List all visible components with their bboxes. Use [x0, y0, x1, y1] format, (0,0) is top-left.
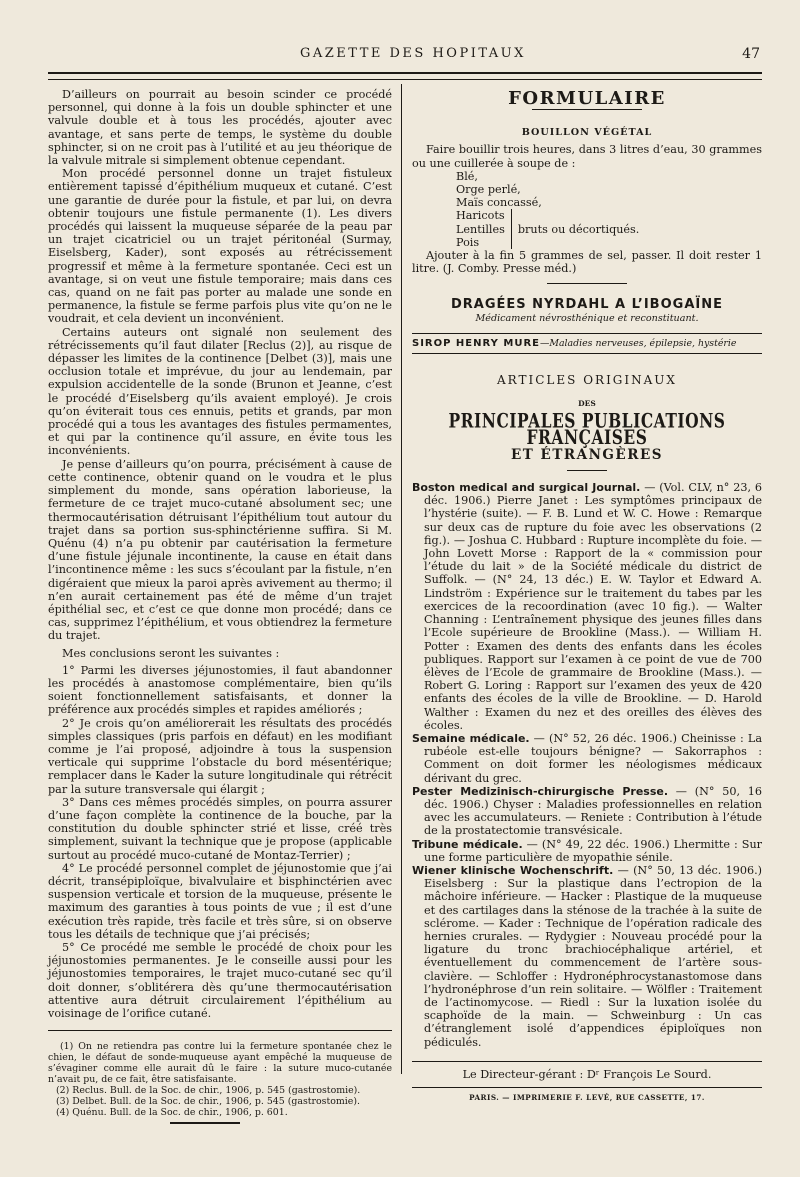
articles-title-1: PRINCIPALES PUBLICATIONS FRANÇAISES: [448, 409, 726, 450]
ad-sirop-subtitle: —Maladies nerveuses, épilepsie, hystérie: [539, 337, 737, 349]
journal-contents: — (N° 49, 22 déc. 1906.) Lhermitte : Sur une forme particulière de myopathie sénile.: [424, 837, 762, 864]
journal-entry: [412, 837, 762, 864]
header-rule-thin: [48, 79, 762, 80]
articles-section: [412, 374, 762, 1104]
recipe-intro: Faire bouillir trois heures, dans 3 litres d’eau, 30 grammes ou une cuillerée à soupe de :: [412, 143, 762, 170]
journal-entry: [412, 863, 762, 1049]
journal-contents: — (Vol. CLV, n° 23, 6 déc. 1906.) Pierre Janet : Les symptômes principaux de l’hystérie (suite). — F. B. Lund et W. C. Howe : Remarque sur deux cas de rupture du foie avec les observations (2 fig.). — Joshua C. Hubbard : Rupture incomplète du foie. — John Lovett Morse : Rapport de la « commission pour l’étude du lait » de la Société médicale du district de Suffolk. — (N° 24, 13 déc.) E. W. Taylor et Edward A. Lindström : Expérience sur le traitement du tabes par les exercices de la recoordination (avec 10 fig.). — Walter Channing : L’entraînement physique des jeunes filles dans l’Ecole supérieure de Brookline (Mass.). — William H. Potter : Examen des dents des enfants dans les écoles publiques. Rapport sur l’examen à ce point de vue de 700 élèves de l’Ecole de grammaire de Brookline (Mass.). — Robert G. Loring : Rapport sur l’examen des yeux de 420 enfants des écoles de la ville de Brookline. — D. Harold Walther : Examen du nez et des oreilles des élèves des écoles.: [424, 481, 763, 732]
paragraph: Certains auteurs ont signalé non seulement des rétrécissements qu’il faut dilater [Reclus (2)], au risque de dépasser les limites de la continence [Delbet (3)], mais une occlusion totale et imprévue, du jour au lendemain, par expulsion accidentelle de la sonde (Brunon et Jeanne, c’est le procédé d’Eiselsberg qu’ils avaient employé). Je crois qu’on éviterait tous ces ennuis, petits et grands, par mon procédé qui a tous les avantages des fistules permamentes, et qui par la continence qu’il assure, en évite tous les inconvénients.: [48, 325, 392, 458]
ornament-rule: [170, 1122, 240, 1126]
recipe: [412, 143, 762, 275]
journal-name: Boston medical and surgical Journal.: [412, 481, 641, 495]
journal-list: [412, 481, 762, 1049]
journal-contents: — (N° 52, 26 déc. 1906.) Cheinisse : La rubéole est-elle toujours bénigne? — Sakorraphos : Comment on doit former les néologismes médicaux dérivant du grec.: [424, 731, 762, 785]
conclusion-4: 4° Le procédé personnel complet de jéjunostomie que j’ai décrit, transépiploïque, bivalvulaire et bisphinctérien avec suspension verticale et torsion de la muqueuse, présente le maximum des garanties à tous points de vue ; il est d’une exécution très rapide, très facile et très sûre, si on observe tous les détails de technique que j’ai précisés;: [48, 861, 392, 941]
footnote: (2) Reclus. Bull. de la Soc. de chir., 1906, p. 545 (gastrostomie).: [56, 1085, 361, 1097]
paragraph: D’ailleurs on pourrait au besoin scinder ce procédé personnel, qui donne à la fois un double sphincter et une valvule double et à tous les procédés, ajouter avec avantage, et sans perte de temps, le système du double sphincter, si on ne croit pas à l’utilité et au jeu théorique de la valvule mitrale si simplement obtenue cependant.: [48, 88, 392, 168]
paragraph: Mes conclusions seront les suivantes :: [62, 646, 280, 660]
section-heading-formulaire: FORMULAIRE: [508, 88, 666, 109]
page-number: 47: [742, 46, 760, 62]
brace-note: bruts ou décortiqués.: [517, 222, 640, 236]
paragraph: Mon procédé personnel donne un trajet fistuleux entièrement tapissé d’épithélium muqueux et cutané. C’est une garantie de durée pour la fistule, et par lui, on devra obtenir toujours une fistule permanente (1). Les divers procédés qui laissent la muqueuse séparée de la peau par un trajet cicatriciel ou un trajet péritonéal (Surmay, Eiselsberg, Kader), sont exposés au rétrécissement progressif et même à la fermeture spontanée. Ceci est un avantage, si on veut une fistule temporaire; mais dans ces cas, quand on ne fait pas porter au malade une sonde en permanence, la fistule se ferme parfois plus vite qu’on ne le voudrait, et cela devient un inconvénient.: [48, 167, 392, 326]
articles-title-2: ET ÉTRANGÈRES: [511, 446, 663, 463]
right-column: [412, 88, 762, 1104]
column-divider: [401, 84, 402, 1074]
recipe-outro: [412, 249, 762, 275]
journal-entry: [412, 481, 763, 732]
conclusion-2: 2° Je crois qu’on améliorerait les résultats des procédés simples classiques (pris parfois en défaut) en les modifiant comme je l’ai proposé, adjoindre à tous la suspension verticale qui supprime l’obstacle du bord mésentérique; remplacer dans le Kader la suture longitudinale qui rétrécit par la suture transversale qui élargit ;: [48, 716, 392, 796]
ingredient: Orge perlé,: [456, 183, 521, 197]
ad-dragees-subtitle: Médicament névrosthénique et reconstituant.: [475, 312, 699, 324]
director-line: Le Directeur-gérant : Dʳ François Le Sourd.: [412, 1061, 762, 1081]
journal-contents: — (N° 50, 16 déc. 1906.) Chyser : Maladies professionnelles en relation avec les accumulateurs. — Reniete : Contribution à l’étude de la prostatectomie transvésicale.: [424, 784, 763, 838]
short-rule: [567, 470, 607, 471]
ingredient: Blé,: [456, 169, 478, 183]
ingredient: Lentilles: [456, 222, 505, 236]
footnote: (4) Quénu. Bull. de la Soc. de chir., 1906, p. 601.: [56, 1107, 288, 1119]
header-rule-thick: [48, 72, 762, 74]
ad-sirop: [412, 333, 762, 354]
recipe-title: BOUILLON VÉGÉTAL: [521, 127, 653, 139]
journal-name: Pester Medizinisch-chirurgische Presse.: [412, 784, 669, 798]
journal-title: GAZETTE DES HOPITAUX: [300, 46, 526, 61]
journal-name: Semaine médicale.: [412, 731, 530, 745]
ad-sirop-title: SIROP HENRY MURE: [412, 337, 540, 349]
recipe-source: (J. Comby. Presse méd.): [442, 262, 577, 276]
conclusion-3: 3° Dans ces mêmes procédés simples, on pourra assurer d’une façon complète la continence de la bouche, par la constitution du double sphincter strié et lisse, créé très simplement, suivant la technique que je propose (applicable surtout au procédé muco-cutané de Montaz-Terrier) ;: [48, 795, 392, 862]
running-header: [0, 46, 800, 66]
footnote: (3) Delbet. Bull. de la Soc. de chir., 1906, p. 545 (gastrostomie).: [56, 1096, 360, 1108]
articles-heading: ARTICLES ORIGINAUX: [497, 373, 677, 388]
conclusion-1: 1° Parmi les diverses jéjunostomies, il faut abandonner les procédés à anastomose complémentaire, bien qu’ils soient fonctionnellement satisfaisants, et donner la préférence aux procédés simples et rapides améliorés ;: [48, 663, 392, 717]
short-rule: [532, 109, 642, 110]
ad-dragees: DRAGÉES NYRDAHL A L’IBOGAÏNE: [451, 297, 723, 313]
journal-name: Wiener klinische Wochenschrift.: [412, 863, 614, 877]
ingredient: Maïs concassé,: [456, 196, 542, 210]
printer-line: PARIS. — IMPRIMERIE F. LEVÉ, RUE CASSETTE, 17.: [412, 1087, 762, 1104]
ingredient: Haricots: [456, 209, 505, 223]
brace-items: [456, 209, 512, 249]
ingredient: Pois: [456, 235, 480, 249]
left-column: [48, 88, 392, 1118]
paragraph: Je pense d’ailleurs qu’on pourra, précisément à cause de cette continence, obtenir quand on le voudra et le plus simplement du monde, sans opération laborieuse, la fermeture de ce trajet muco-cutané absolument sec; une thermocautérisation détruisant l’épithélium tout autour du trajet dans sa portion sus-sphinctérienne suffira. Si M. Quénu (4) n’a pu obtenir par cautérisation la fermeture d’une fistule jéjunale incontinente, la cause en était dans l’incontinence même : les sucs s’écoulant par la fistule, n’en digéraient que mieux la paroi après avivement au thermo; il n’en aurait certainement pas été de même d’un trajet épithélial sec, et c’est ce que donne mon procédé; dans ce cas, supprimez l’épithélium, et vous obtiendrez la fermeture du trajet.: [48, 457, 392, 643]
ingredient-brace-group: [456, 209, 762, 249]
conclusion-5: 5° Ce procédé me semble le procédé de choix pour les jéjunostomies permanentes. Je le conseille aussi pour les jéjunostomies temporaires, le trajet muco-cutané sec qu’il doit donner, s’oblitérera dès qu’une thermocautérisation attentive aura détruit circulairement l’épithélium au voisinage de l’orifice cutané.: [48, 941, 392, 1021]
articles-des: DES: [578, 399, 596, 409]
footnote-rule: [48, 1030, 392, 1031]
journal-name: Tribune médicale.: [412, 837, 523, 851]
ingredient-list: [456, 170, 762, 210]
journal-entry: [412, 731, 762, 785]
journal-entry: [412, 784, 763, 838]
recipe-outro-text: Ajouter à la fin 5 grammes de sel, passer. Il doit rester 1 litre.: [412, 249, 762, 276]
journal-contents: — (N° 50, 13 déc. 1906.) Eiselsberg : Sur la plastique dans l’ectropion de la mâchoire inférieure. — Hacker : Plastique de la muqueuse et des cartilages dans la sténose de la trachée à la suite de sclérome. — Kader : Technique de l’opération radicale des hernies crurales. — Rydygier : Nouveau procédé pour la ligature du tronc brachiocéphalique artériel, et éventuellement du commencement de l’artère sous-clavière. — Schloffer : Hydronéphrocystanastomose dans l’hydronéphrose d’un rein solitaire. — Wölfler : Traitement de l’actinomycose. — Riedl : Sur la luxation isolée du scaphoïde de la main. — Schweinburg : Un cas d’étranglement isolé d’appendices épiploïques non pédiculés.: [424, 863, 762, 1049]
footnotes: [48, 1041, 392, 1118]
short-rule: [547, 283, 627, 284]
footnote: (1) On ne retiendra pas contre lui la fermeture spontanée chez le chien, le défaut de sonde-muqueuse ayant empêché la muqueuse de s’évaginer comme elle aurait dû le faire : la suture muco-cutanée n’avait pu, de ce fait, être satisfaisante.: [48, 1041, 392, 1086]
